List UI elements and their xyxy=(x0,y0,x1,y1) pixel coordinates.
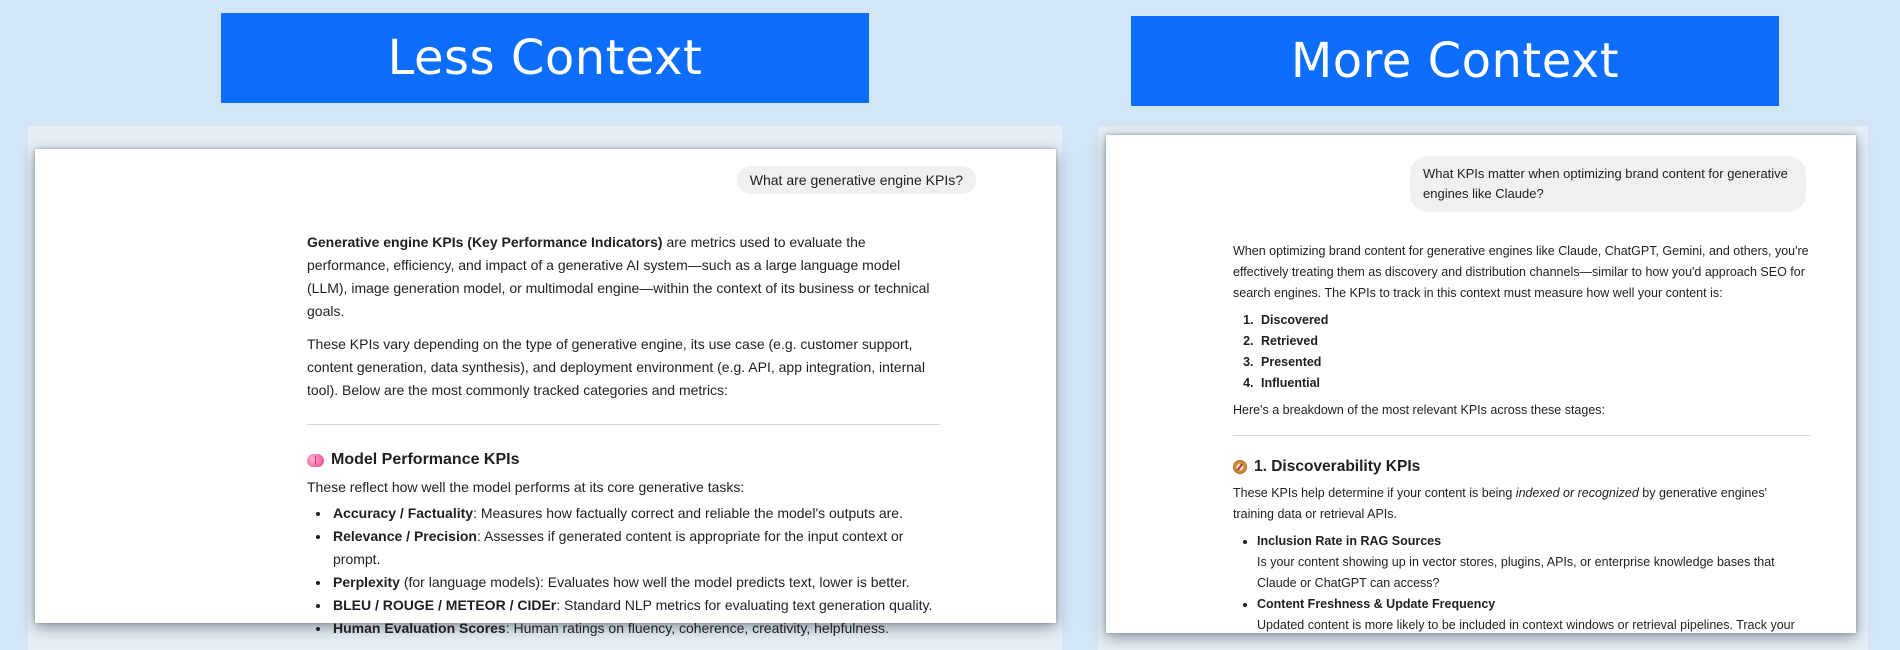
intro-paragraph: When optimizing brand content for generative engines like Claude, ChatGPT, Gemini, and others, you're effectively treating them as discovery and distribution channels—similar to how you'd approach SEO for search engines. The KPIs to track in this context must measure how well your content is: xyxy=(1233,244,1809,300)
kpi-desc: : Measures how factually correct and reliable the model's outputs are. xyxy=(473,505,903,521)
kpi-term: BLEU / ROUGE / METEOR / CIDEr xyxy=(333,597,557,613)
kpi-bullet-list xyxy=(1233,531,1811,636)
user-message-bubble: What are generative engine KPIs? xyxy=(737,166,976,194)
intro-bold-term: Generative engine KPIs (Key Performance Indicators) xyxy=(307,234,663,250)
chat-window-less-context xyxy=(35,149,1056,636)
assistant-response xyxy=(307,231,940,640)
kpi-term: • Content Freshness & Update Frequency xyxy=(1257,597,1496,611)
section-heading xyxy=(307,449,940,471)
stages-numbered-list xyxy=(1233,310,1811,394)
list-item: 3. Presented xyxy=(1257,352,1811,373)
compass-icon xyxy=(1233,460,1247,474)
list-item: 4. Influential xyxy=(1257,373,1811,394)
list-item xyxy=(1257,594,1811,636)
kpi-term: Accuracy / Factuality xyxy=(333,505,474,521)
kpi-desc: Updated content is more likely to be included in context windows or retrieval pipelines. Track your xyxy=(1257,618,1795,632)
brain-icon xyxy=(307,454,324,467)
list-item xyxy=(331,617,940,640)
kpi-desc: : Standard NLP metrics for evaluating text generation quality. xyxy=(556,597,933,613)
kpi-bullet-list xyxy=(307,502,940,640)
section-intro xyxy=(1233,483,1811,525)
section-title: 1. Discoverability KPIs xyxy=(1254,458,1421,475)
list-item xyxy=(331,525,940,571)
kpi-desc: Is your content showing up in vector stores, plugins, APIs, or enterprise knowledge bases that Claude or ChatGPT can access? xyxy=(1257,555,1775,590)
intro-paragraph xyxy=(307,231,940,323)
section-heading xyxy=(1233,456,1811,478)
list-item xyxy=(331,594,940,617)
divider xyxy=(1233,435,1811,436)
kpi-desc: : Assesses if generated content is appropriate for the input context or prompt. xyxy=(333,528,904,567)
kpi-term: Perplexity xyxy=(333,574,400,590)
kpi-desc: : Human ratings on fluency, coherence, creativity, helpfulness. xyxy=(505,620,889,636)
section-intro-emphasis: indexed or recognized xyxy=(1515,486,1639,500)
user-message-bubble: What KPIs matter when optimizing brand content for generative engines like Claude? xyxy=(1410,156,1806,212)
kpi-desc: (for language models): Evaluates how well the model predicts text, lower is better. xyxy=(399,574,910,590)
section-intro-a: These KPIs help determine if your content is being xyxy=(1233,486,1516,500)
list-item: 2. Retrieved xyxy=(1257,331,1811,352)
list-item xyxy=(331,502,940,525)
section-intro: These reflect how well the model performs at its core generative tasks: xyxy=(307,479,745,495)
list-item: 1. Discovered xyxy=(1257,310,1811,331)
breakdown-paragraph: Here's a breakdown of the most relevant KPIs across these stages: xyxy=(1233,403,1606,417)
assistant-response xyxy=(1233,241,1811,636)
more-context-banner: More Context xyxy=(1131,16,1779,106)
list-item xyxy=(1257,531,1811,594)
section-title: Model Performance KPIs xyxy=(331,451,520,468)
less-context-banner: Less Context xyxy=(221,13,869,103)
section-intro-b: by generative engines' training data or retrieval APIs. xyxy=(1233,486,1767,521)
intro-rest: are metrics used to evaluate the performance, efficiency, and impact of a generative AI system—such as a large language model (LLM), image generation model, or multimodal engine—within the context of its business or technical goals. xyxy=(307,234,930,319)
list-item xyxy=(331,571,940,594)
kpi-term: Human Evaluation Scores xyxy=(333,620,506,636)
context-paragraph: These KPIs vary depending on the type of generative engine, its use case (e.g. customer support, content generation, data synthesis), and deployment environment (e.g. API, app integration, internal tool). Below are the most commonly tracked categories and metrics: xyxy=(307,336,925,398)
kpi-term: • Inclusion Rate in RAG Sources xyxy=(1257,534,1442,548)
chat-window-more-context xyxy=(1106,135,1856,633)
kpi-term: Relevance / Precision xyxy=(333,528,477,544)
divider xyxy=(307,424,940,425)
